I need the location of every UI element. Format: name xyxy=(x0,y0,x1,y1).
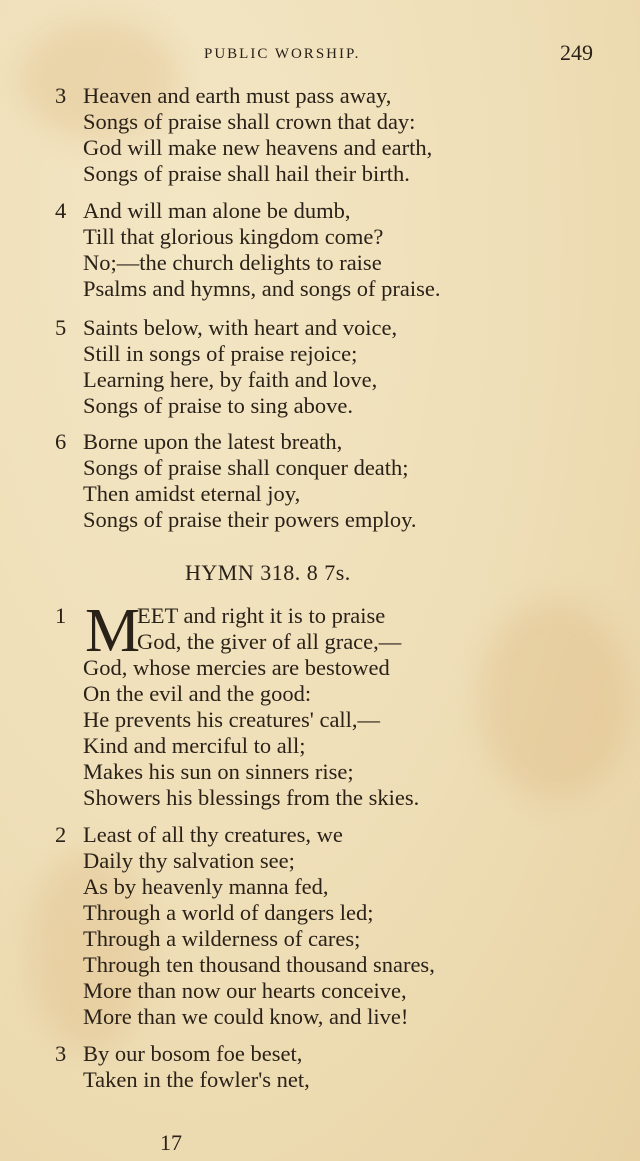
page-number: 249 xyxy=(560,40,593,65)
verse-line: Songs of praise shall crown that day: xyxy=(83,109,416,134)
verse-line: Showers his blessings from the skies. xyxy=(83,785,420,810)
verse-number: 2 xyxy=(55,822,67,847)
verse-line: Daily thy salvation see; xyxy=(83,848,295,873)
verse-4 xyxy=(55,198,440,302)
verse-line: Makes his sun on sinners rise; xyxy=(83,759,354,784)
verse-number: 6 xyxy=(55,429,67,454)
verse-line: Learning here, by faith and love, xyxy=(83,367,378,392)
verse-6 xyxy=(55,429,416,533)
verse-line: Kind and merciful to all; xyxy=(83,733,306,758)
verse-line: Songs of praise shall hail their birth. xyxy=(83,161,410,186)
verse-number: 5 xyxy=(55,315,67,340)
verse-line: God will make new heavens and earth, xyxy=(83,135,433,160)
verse-line: Songs of praise to sing above. xyxy=(83,393,353,418)
verse-number: 1 xyxy=(55,603,67,628)
verse-line: Through a wilderness of cares; xyxy=(83,926,361,951)
paper-stain xyxy=(480,600,630,800)
hymn-verse-3 xyxy=(55,1041,310,1093)
verse-number: 4 xyxy=(55,198,67,223)
verse-line: Songs of praise their powers employ. xyxy=(83,507,417,532)
verse-5 xyxy=(55,315,397,419)
signature-mark: 17 xyxy=(160,1130,182,1155)
verse-line: As by heavenly manna fed, xyxy=(83,874,329,899)
verse-number: 3 xyxy=(55,1041,67,1066)
hymn-verse-2 xyxy=(55,822,435,1030)
verse-line: On the evil and the good: xyxy=(83,681,312,706)
hymn-verse-1 xyxy=(55,597,420,811)
verse-line: He prevents his creatures' call,— xyxy=(83,707,381,732)
verse-line: Borne upon the latest breath, xyxy=(83,429,343,454)
verse-line: More than now our hearts conceive, xyxy=(83,978,407,1003)
verse-line: EET and right it is to praise xyxy=(137,603,386,628)
verse-number: 3 xyxy=(55,83,67,108)
verse-3 xyxy=(55,83,432,187)
verse-line: God, the giver of all grace,— xyxy=(137,629,402,654)
verse-line: Till that glorious kingdom come? xyxy=(83,224,384,249)
verse-line: Least of all thy creatures, we xyxy=(83,822,343,847)
verse-line: Taken in the fowler's net, xyxy=(83,1067,310,1092)
verse-line: God, whose mercies are bestowed xyxy=(83,655,390,680)
verse-line: No;—the church delights to raise xyxy=(83,250,382,275)
verse-line: And will man alone be dumb, xyxy=(83,198,351,223)
verse-line: Still in songs of praise rejoice; xyxy=(83,341,358,366)
verse-line: Saints below, with heart and voice, xyxy=(83,315,398,340)
running-title: PUBLIC WORSHIP. xyxy=(204,46,361,62)
verse-line: More than we could know, and live! xyxy=(83,1004,409,1029)
verse-line: Psalms and hymns, and songs of praise. xyxy=(83,276,441,301)
verse-line: Heaven and earth must pass away, xyxy=(83,83,392,108)
verse-line: Through a world of dangers led; xyxy=(83,900,374,925)
verse-line: Then amidst eternal joy, xyxy=(83,481,301,506)
drop-cap: M xyxy=(85,597,141,665)
hymn-title: HYMN 318. 8 7s. xyxy=(185,560,351,585)
verse-line: Through ten thousand thousand snares, xyxy=(83,952,435,977)
verse-line: By our bosom foe beset, xyxy=(83,1041,303,1066)
verse-line: Songs of praise shall conquer death; xyxy=(83,455,409,480)
